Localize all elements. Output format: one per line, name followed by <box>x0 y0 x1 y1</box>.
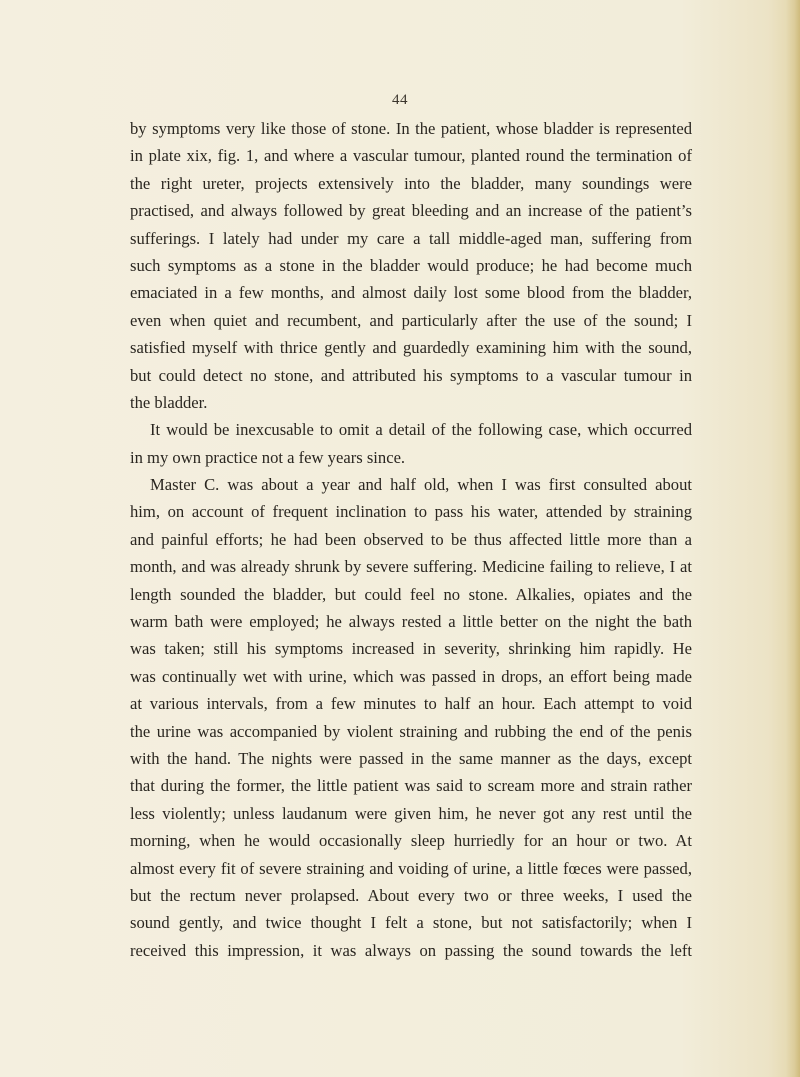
text-line: with the hand. The nights were passed in the same manner as the days, except <box>130 748 692 768</box>
text-line: month, and was already shrunk by severe suffering. Medicine failing to relieve, I at <box>130 557 692 577</box>
page-number: 44 <box>392 92 408 108</box>
text-line: but the rectum never prolapsed. About every two or three weeks, I used the <box>130 885 692 905</box>
text-line: even when quiet and recumbent, and particularly after the use of the sound; I <box>130 310 692 330</box>
text-line: in plate xix, fig. 1, and where a vascular tumour, planted round the termination of <box>130 146 692 166</box>
text-line: emaciated in a few months, and almost daily lost some blood from the bladder, <box>130 283 692 303</box>
text-line: length sounded the bladder, but could feel no stone. Alkalies, opiates and the <box>130 584 692 604</box>
text-line: sound gently, and twice thought I felt a stone, but not satisfactorily; when I <box>130 913 692 933</box>
text-line: was continually wet with urine, which was passed in drops, an effort being made <box>130 666 692 686</box>
text-line: warm bath were employed; he always rested a little better on the night the bath <box>130 612 692 632</box>
body-text <box>130 115 692 964</box>
page-edge-shadow <box>786 0 800 1077</box>
text-line: practised, and always followed by great bleeding and an increase of the patient’s <box>130 201 692 221</box>
text-line: the bladder. <box>130 392 208 412</box>
text-line: by symptoms very like those of stone. In the patient, whose bladder is represented <box>130 119 692 138</box>
text-line: the right ureter, projects extensively into the bladder, many soundings were <box>130 173 692 193</box>
text-line: was taken; still his symptoms increased in severity, shrinking him rapidly. He <box>130 639 692 659</box>
text-line: received this impression, it was always on passing the sound towards the left <box>130 940 692 960</box>
text-line: Master C. was about a year and half old, when I was first consulted about <box>150 475 692 495</box>
text-line: and painful efforts; he had been observed to be thus affected little more than a <box>130 529 692 549</box>
text-line: the urine was accompanied by violent straining and rubbing the end of the penis <box>130 721 692 741</box>
text-line: but could detect no stone, and attributed his symptoms to a vascular tumour in <box>130 365 692 385</box>
text-line: almost every fit of severe straining and voiding of urine, a little fœces were passed, <box>130 858 692 878</box>
text-line: satisfied myself with thrice gently and guardedly examining him with the sound, <box>130 338 692 358</box>
text-line: that during the former, the little patient was said to scream more and strain rather <box>130 776 692 796</box>
text-line: sufferings. I lately had under my care a tall middle-aged man, suffering from <box>130 228 692 248</box>
text-line: at various intervals, from a few minutes to half an hour. Each attempt to void <box>130 694 692 714</box>
text-line: such symptoms as a stone in the bladder would produce; he had become much <box>130 255 692 275</box>
text-line: him, on account of frequent inclination to pass his water, attended by straining <box>130 502 692 522</box>
text-line: in my own practice not a few years since. <box>130 447 406 467</box>
text-line: less violently; unless laudanum were given him, he never got any rest until the <box>130 803 692 823</box>
text-line: It would be inexcusable to omit a detail of the following case, which occurred <box>150 420 692 440</box>
text-line: morning, when he would occasionally sleep hurriedly for an hour or two. At <box>130 831 692 851</box>
